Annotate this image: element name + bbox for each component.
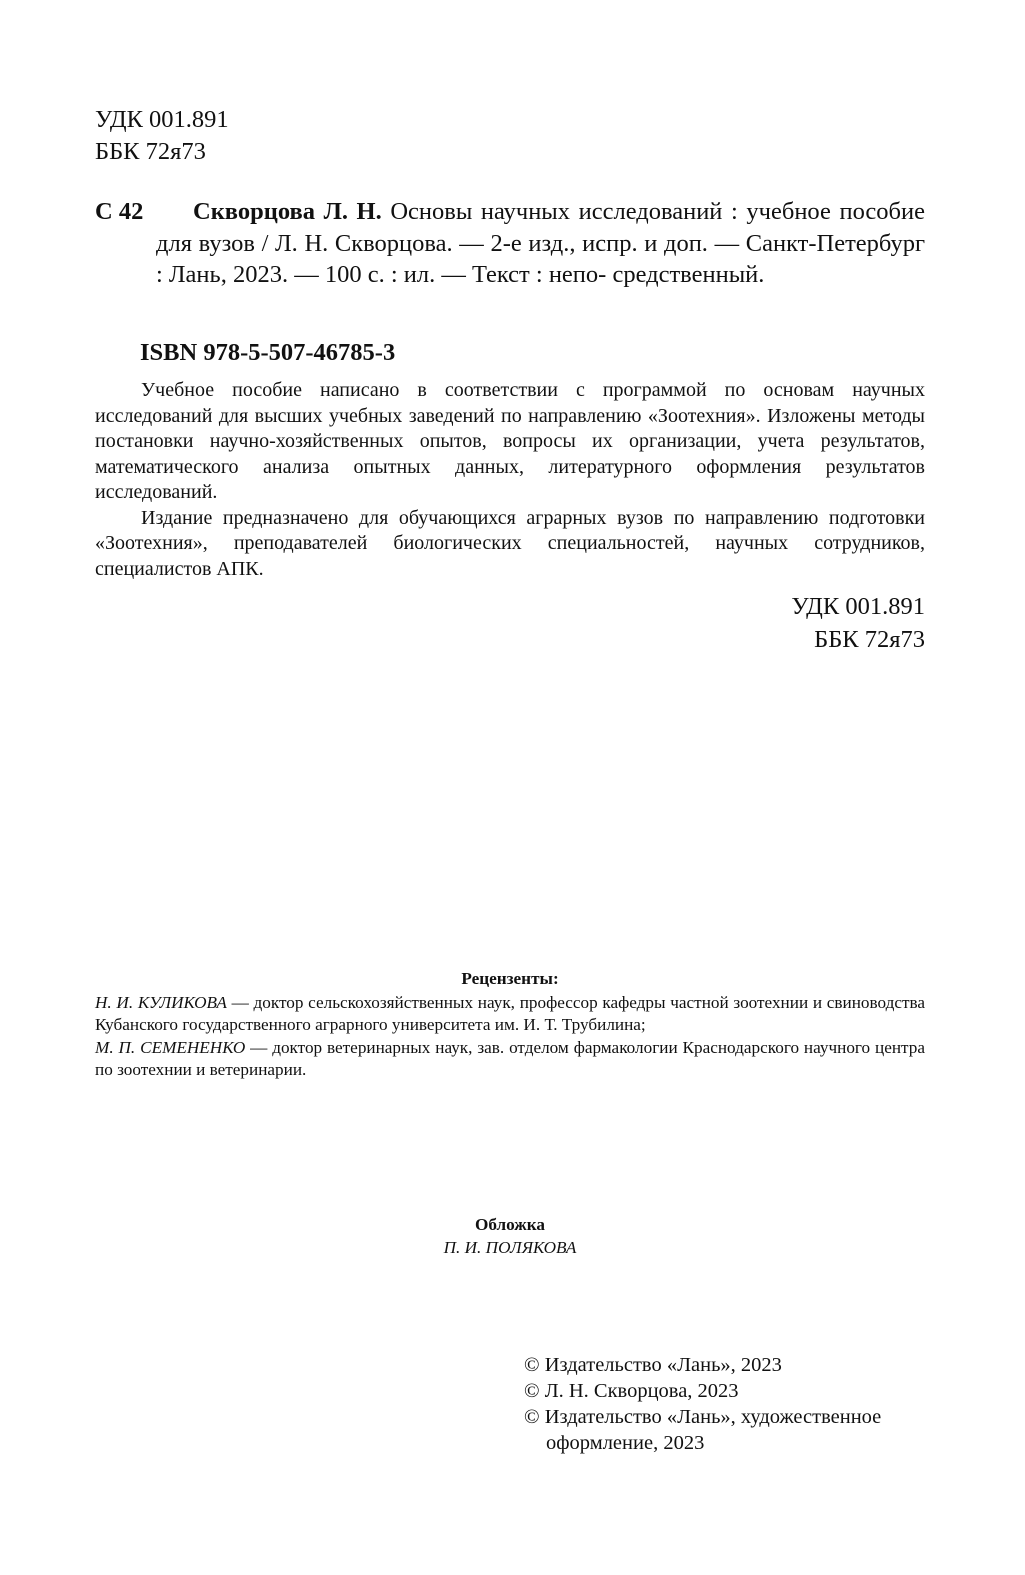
- bbk-code-bottom: ББК 72я73: [814, 626, 925, 653]
- reviewers-heading: Рецензенты:: [461, 969, 559, 988]
- udk-code-bottom: УДК 001.891: [791, 593, 925, 620]
- isbn: ISBN 978-5-507-46785-3: [140, 339, 396, 366]
- classification-bottom: [791, 590, 925, 656]
- catalog-entry: [156, 196, 925, 291]
- reviewers-section: [95, 968, 925, 1082]
- copyright-line-2: © Л. Н. Скворцова, 2023: [524, 1380, 739, 1402]
- reviewer-2: [95, 1037, 925, 1082]
- catalog-line-1: Основы научных исследований : учебное: [390, 198, 831, 225]
- reviewer-1-text: — доктор сельскохозяйственных наук, профессор кафедры частной зоотехнии и свиноводства Кубанского государственного аграрного университета им. И. Т. Трубилина;: [95, 992, 926, 1034]
- catalog-author-mark: С 42: [95, 198, 144, 225]
- reviewer-2-name: М. П. СЕМЕНЕНКО: [95, 1037, 246, 1057]
- reviewer-2-text: — доктор ветеринарных наук, зав. отделом фармакологии Краснодарского научного центра по зоотехнии и ветеринарии.: [95, 1037, 925, 1079]
- copyright-section: [524, 1352, 944, 1456]
- reviewer-1: [95, 992, 925, 1037]
- copyright-line-1: © Издательство «Лань», 2023: [524, 1354, 782, 1376]
- annotation: [95, 378, 925, 582]
- copyright-line-3-continued: оформление, 2023: [546, 1432, 705, 1454]
- catalog-line-3: Санкт-Петербург : Лань, 2023. — 100 с. : ил. — Текст : непо-: [156, 229, 926, 288]
- cover-designer: П. И. ПОЛЯКОВА: [443, 1238, 577, 1257]
- reviewer-1-name: Н. И. КУЛИКОВА: [95, 992, 227, 1012]
- annotation-paragraph-2: Издание предназначено для обучающихся аграрных вузов по направлению подготовки «Зоотехния», преподавателей биологических специальностей, научных сотрудников, специалистов АПК.: [95, 506, 925, 580]
- catalog-author: Скворцова Л. Н.: [193, 198, 382, 225]
- cover-section: [95, 1213, 925, 1259]
- copyright-line-3: © Издательство «Лань», художественное: [524, 1406, 882, 1428]
- bbk-code-top: ББК 72я73: [95, 138, 206, 165]
- annotation-paragraph-1: Учебное пособие написано в соответствии с программой по основам научных исследований для высших учебных заведений по направлению «Зоотехния». Изложены методы постановки научно-хозяйственных опытов, вопросы их организации, учета результатов, математического анализа опытных данных, литературного оформления результатов исследований.: [95, 379, 925, 503]
- catalog-line-2: пособие для вузов / Л. Н. Скворцова. — 2-е изд., испр. и доп. —: [156, 198, 925, 257]
- catalog-line-4: средственный.: [612, 261, 765, 288]
- cover-heading: Обложка: [474, 1215, 546, 1234]
- udk-code-top: УДК 001.891: [95, 106, 229, 133]
- classification-top: [95, 104, 229, 168]
